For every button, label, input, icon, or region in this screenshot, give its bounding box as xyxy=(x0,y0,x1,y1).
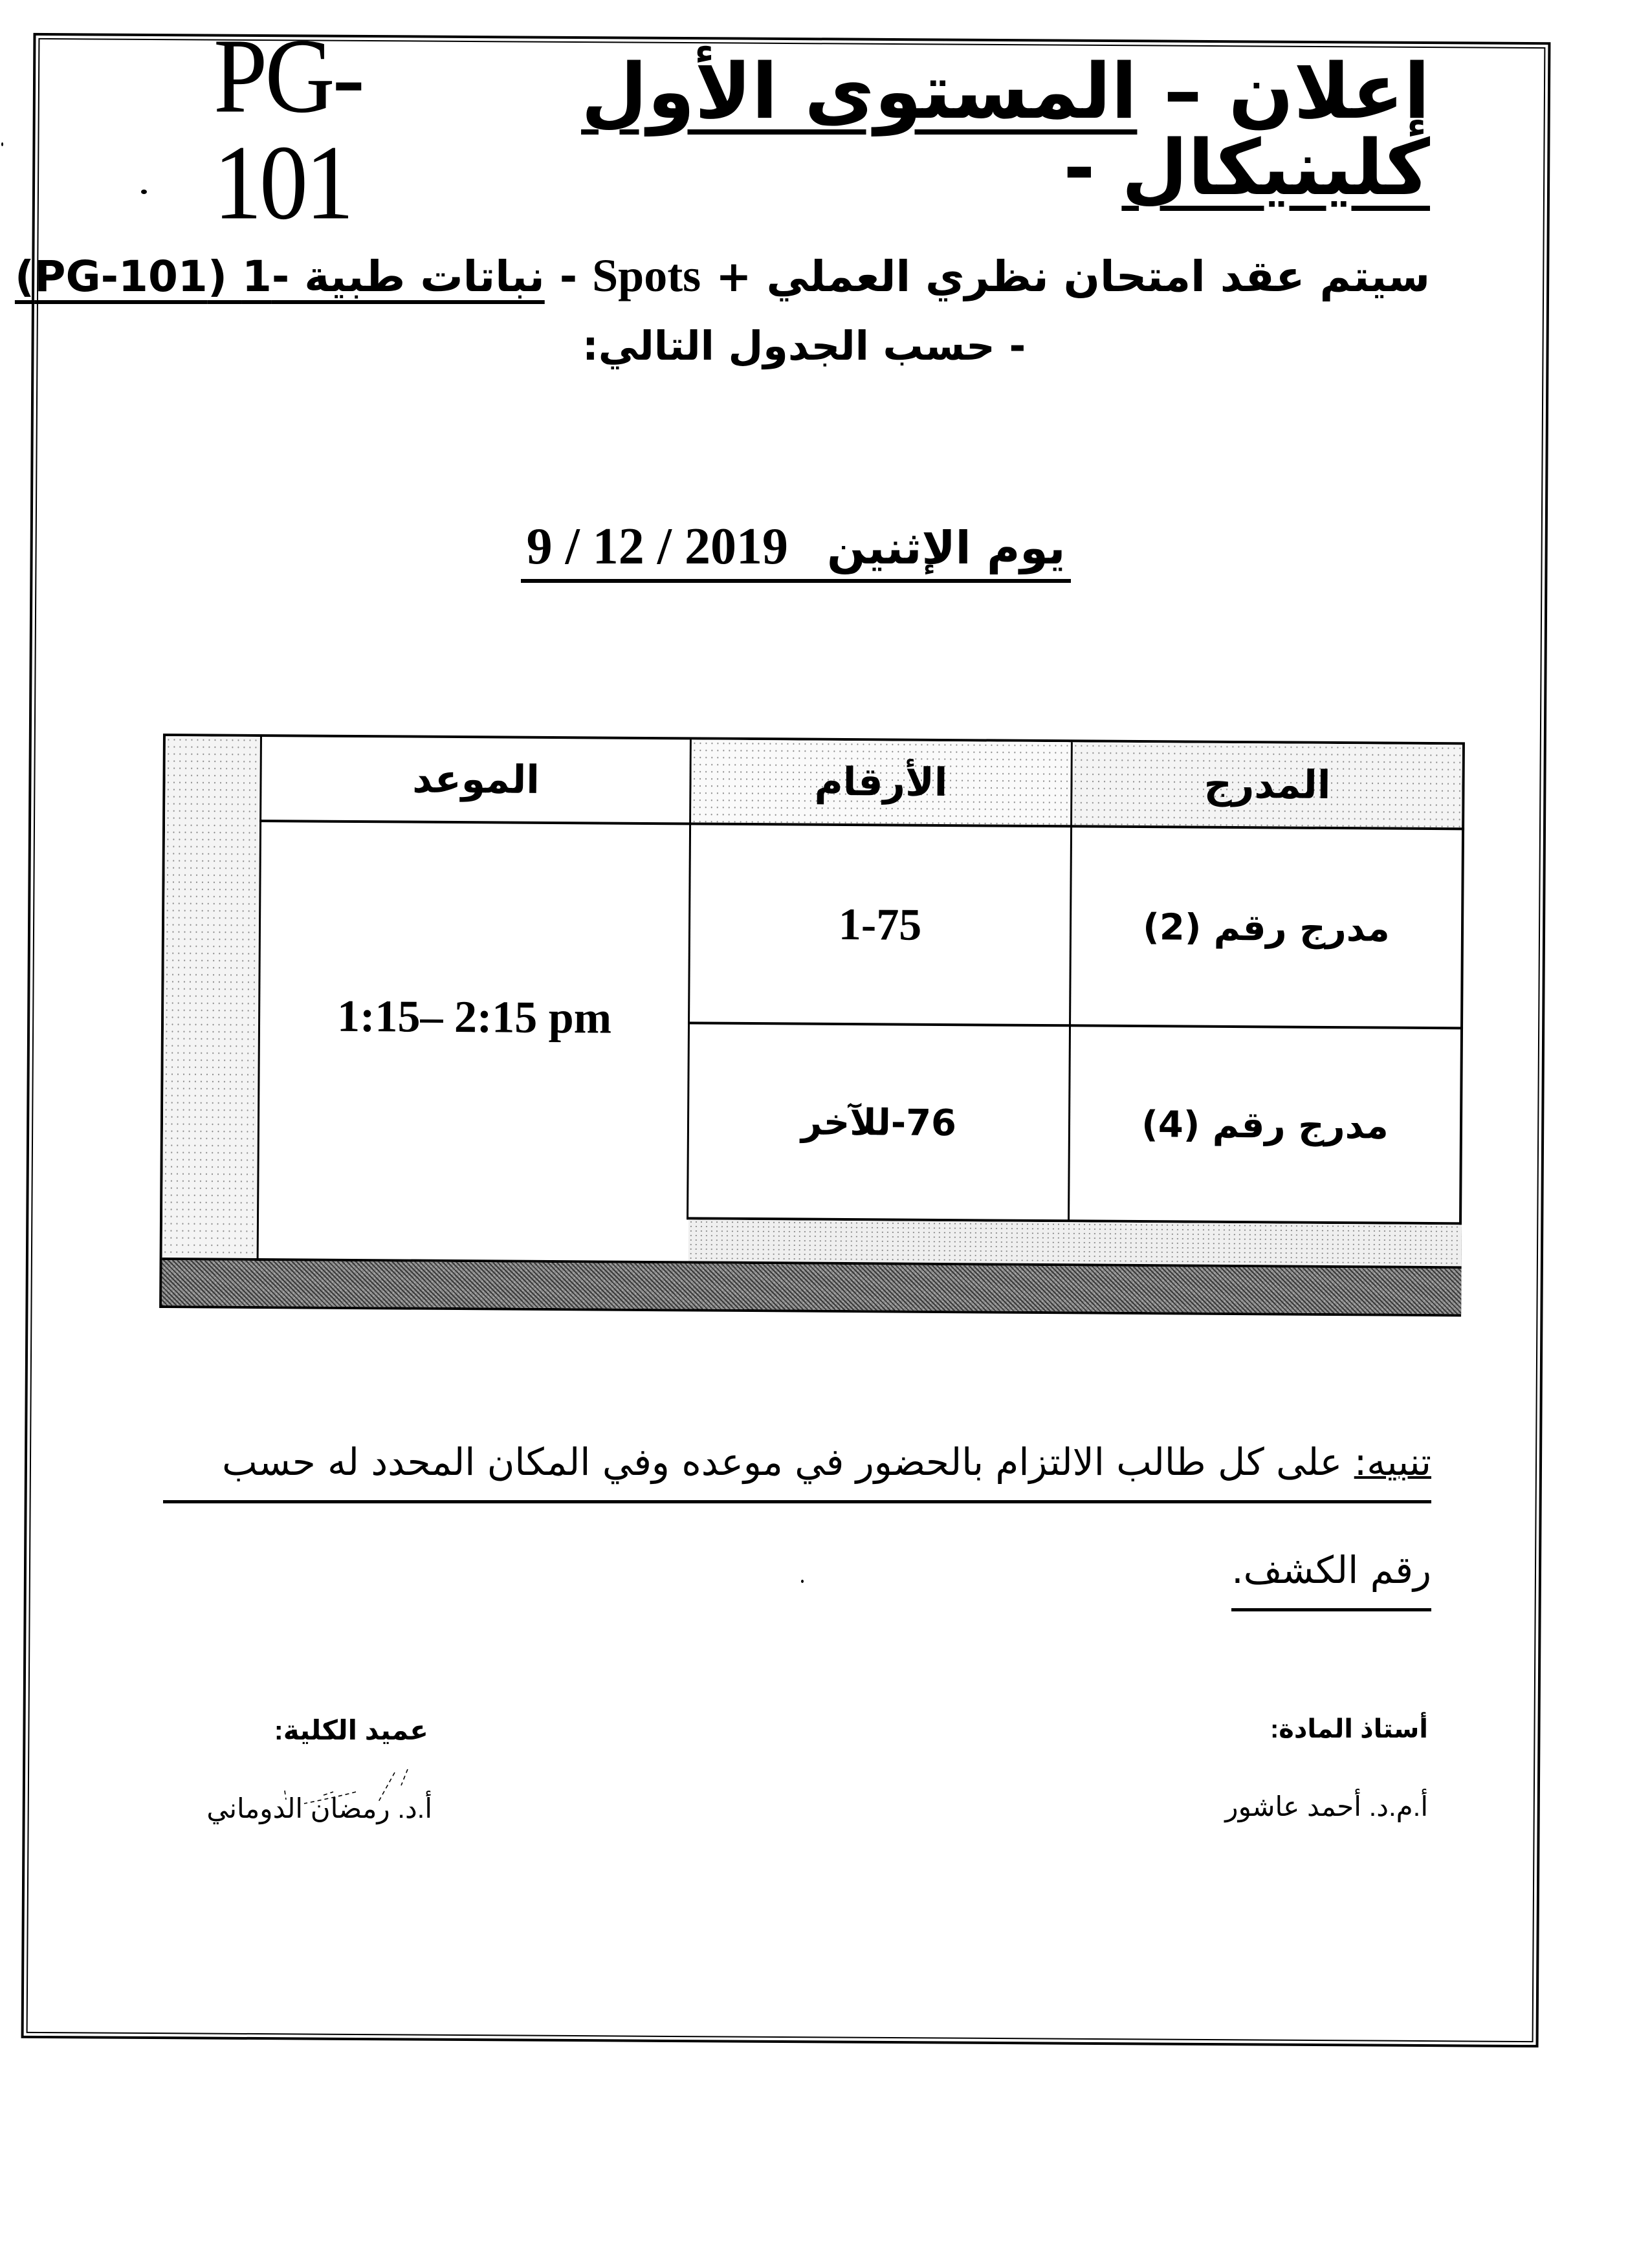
time-slot: 1:15– 2:15 pm xyxy=(336,991,612,1043)
day-name: يوم الإثنين xyxy=(827,521,1066,574)
exam-date xyxy=(521,518,1071,583)
subtitle-dash: - xyxy=(559,252,578,301)
header-numbers: الأرقام xyxy=(691,739,1071,825)
page-title xyxy=(214,17,1430,242)
blank-column xyxy=(162,736,260,1258)
row2-hall: مدرج رقم (4) xyxy=(1141,1103,1389,1148)
notice-block xyxy=(163,1426,1431,1622)
title-level: المستوى الأول كلينيكال xyxy=(581,47,1430,212)
notice-line-2: رقم الكشف. xyxy=(1231,1534,1431,1611)
date-value: 9 / 12 / 2019 xyxy=(526,518,789,575)
title-separator: - xyxy=(1063,123,1095,212)
professor-name: أ.م.د. أحمد عاشور xyxy=(1225,1791,1428,1822)
handwritten-signature-icon xyxy=(246,1766,440,1811)
professor-role: أستاذ المادة: xyxy=(1270,1715,1428,1743)
header-time: الموعد xyxy=(412,756,540,803)
notice-line-1 xyxy=(163,1426,1431,1503)
schedule-intro: - حسب الجدول التالي: xyxy=(582,322,1026,369)
signature-course-professor xyxy=(1225,1714,1428,1822)
scan-speck xyxy=(141,190,147,194)
shaded-footer-band xyxy=(162,1260,1461,1314)
notice-label: تنبيه: xyxy=(1354,1440,1431,1484)
exam-description xyxy=(15,249,1430,303)
notice-text-1: على كل طالب الالتزام بالحضور في موعده وفي المكان المحدد له حسب xyxy=(222,1440,1343,1484)
header-hall: المدرج xyxy=(1072,742,1462,827)
row1-hall: مدرج رقم (2) xyxy=(1143,906,1391,950)
plus-sign: + xyxy=(716,252,752,301)
title-course-code: PG-101 xyxy=(214,17,362,242)
title-arabic xyxy=(441,47,1430,212)
row1-numbers: 1-75 xyxy=(838,899,922,950)
dean-name: أ.د. رمضان الدوماني xyxy=(206,1793,432,1824)
schedule-table xyxy=(159,734,1465,1316)
row2-numbers: 76-للآخر xyxy=(800,1101,957,1144)
spots-label: Spots xyxy=(592,250,701,301)
empty-row-band xyxy=(688,1219,1462,1267)
title-announcement: إعلان – xyxy=(1163,47,1430,136)
scan-speck xyxy=(1,142,3,146)
subject-name: نباتات طبية -1 (PG-101) xyxy=(14,252,545,301)
exam-intro: سيتم عقد امتحان نظري العملي xyxy=(766,252,1430,301)
dean-role: عميد الكلية: xyxy=(274,1715,428,1745)
